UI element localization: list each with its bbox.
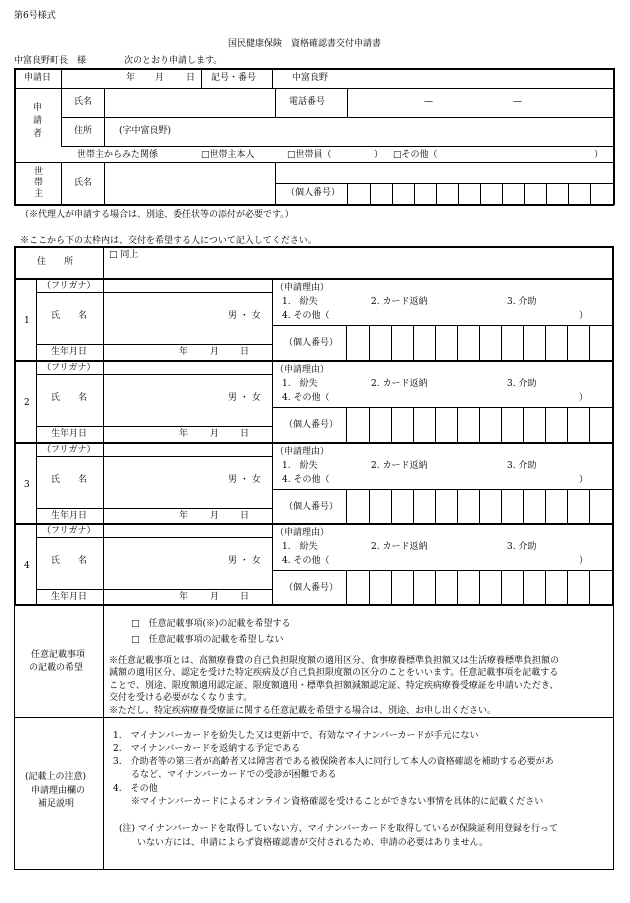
reason-assist-checkbox[interactable]: 3. 介助: [507, 461, 537, 471]
intro-text: 次のとおり申請します。: [124, 56, 223, 66]
reason-label: （申請理由）: [275, 447, 330, 457]
grid-line: [346, 489, 347, 525]
furigana-field[interactable]: [105, 526, 271, 536]
birth-label: 生年月日: [51, 511, 88, 521]
notes-item: 3. 介助者等の第三者が高齢者又は障害者である被保険者本人に同行して本人の資格確認を補助する必要があ: [113, 757, 554, 767]
reason-lost-checkbox[interactable]: 1. 紛失: [282, 461, 318, 471]
optional-note-line: ことで、別途、限度額適用認定証、限度額適用・標準負担額減額認定証、特定疾病療養受療証を申請いただき、: [109, 680, 559, 691]
birth-label: 生年月日: [51, 429, 88, 439]
furigana-field[interactable]: [105, 445, 271, 455]
personal-no-label: （個人番号）: [284, 502, 339, 512]
bold-frame-note: ※ここから下の太枠内は、交付を希望する人について記入してください。: [20, 236, 317, 246]
reason-other-checkbox[interactable]: 4. その他（: [282, 311, 330, 321]
birth-day: 日: [240, 429, 250, 439]
grid-line: [36, 344, 273, 345]
date-day: 日: [186, 73, 196, 83]
personal-no-field[interactable]: [348, 409, 612, 442]
reason-return-checkbox[interactable]: 2. カード返納: [371, 542, 428, 552]
personal-no-field[interactable]: [348, 327, 612, 360]
reason-other-checkbox[interactable]: 4. その他（: [282, 393, 330, 403]
notes-section-label-2: 申請理由欄の: [31, 786, 86, 796]
grid-line: [36, 292, 273, 293]
grid-line: [36, 589, 273, 590]
grid-line: [36, 456, 273, 457]
birth-year: 年: [179, 347, 189, 357]
date-label: 申請日: [24, 73, 52, 83]
person-name-label: 氏 名: [51, 393, 88, 403]
form-title: 国民健康保険 資格確認書交付申請書: [228, 39, 382, 49]
birth-month: 月: [210, 511, 220, 521]
householder-personal-no-label: （個人番号）: [286, 188, 341, 198]
notes-footnote-1: (注) マイナンバーカードを取得していない方、マイナンバーカードを取得しているが保険証利用登録を行って: [119, 824, 559, 834]
birth-month: 月: [210, 347, 220, 357]
reason-assist-checkbox[interactable]: 3. 介助: [507, 542, 537, 552]
optional-note-line: 交付を受ける必要がなくなります。: [109, 693, 253, 704]
grid-line: [272, 489, 614, 490]
reason-return-checkbox[interactable]: 2. カード返納: [371, 461, 428, 471]
reason-label: （申請理由）: [275, 283, 330, 293]
reason-lost-checkbox[interactable]: 1. 紛失: [282, 379, 318, 389]
code-label: 記号・番号: [211, 73, 257, 83]
reason-label: （申請理由）: [275, 528, 330, 538]
grid-line: [346, 325, 347, 361]
person-name-field[interactable]: [105, 294, 223, 342]
gender-select[interactable]: 男 ・ 女: [228, 556, 261, 566]
grid-line: [272, 570, 614, 571]
furigana-field[interactable]: [105, 281, 271, 291]
optional-section-label-2: の記載の希望: [29, 663, 84, 673]
person-number: 2: [24, 398, 30, 408]
birth-month: 月: [210, 592, 220, 602]
optional-note-line: 減額の適用区分、認定を受けた特定疾病及び自己負担限度額の区分のことをいいます。任意記載事項を記載する: [109, 668, 559, 679]
notes-item: るなど、マイナンバーカードでの受診が困難である: [113, 770, 337, 780]
relation-self-checkbox[interactable]: □世帯主本人: [201, 150, 255, 160]
address-same-checkbox[interactable]: □ 同上: [109, 250, 139, 260]
furigana-label: （フリガナ）: [42, 445, 96, 455]
personal-no-label: （個人番号）: [284, 583, 339, 593]
birth-day: 日: [240, 511, 250, 521]
person-number: 4: [24, 561, 30, 571]
grid-line: [272, 407, 614, 408]
birth-month: 月: [210, 429, 220, 439]
person-name-field[interactable]: [105, 458, 223, 506]
reason-other-close: ）: [579, 556, 589, 566]
relation-member-checkbox[interactable]: □世帯員（: [287, 150, 332, 160]
reason-assist-checkbox[interactable]: 3. 介助: [507, 379, 537, 389]
birth-label: 生年月日: [51, 347, 88, 357]
phone-separator-2: —: [513, 97, 522, 107]
relation-member-close: ）: [374, 150, 384, 160]
applicant-name-field[interactable]: [106, 90, 273, 116]
grid-line: [36, 537, 273, 538]
date-year: 年: [126, 73, 136, 83]
furigana-label: （フリガナ）: [42, 281, 96, 291]
person-name-label: 氏 名: [51, 311, 88, 321]
birth-day: 日: [240, 347, 250, 357]
reason-other-close: ）: [579, 393, 589, 403]
reason-label: （申請理由）: [275, 365, 330, 375]
reason-return-checkbox[interactable]: 2. カード返納: [371, 297, 428, 307]
optional-no-checkbox[interactable]: □ 任意記載事項の記載を希望しない: [131, 635, 284, 645]
notes-section-label-1: (記載上の注意): [25, 772, 87, 782]
notes-item: ※マイナンバーカードによるオンライン資格確認を受けることができない事情を具体的に記載ください: [113, 797, 544, 807]
applicant-address-label: 住所: [74, 126, 93, 136]
optional-note-line: ※任意記載事項とは、高額療養費の自己負担限度額の適用区分、食事療養標準負担額又は生活療養標準負担額の: [109, 656, 560, 666]
person-name-field[interactable]: [105, 376, 223, 424]
gender-select[interactable]: 男 ・ 女: [228, 311, 261, 321]
personal-no-field[interactable]: [348, 491, 612, 524]
personal-no-label: （個人番号）: [284, 338, 339, 348]
optional-note-line: ※ただし、特定疾病療養受療証に関する任意記載を希望する場合は、別途、お申し出ください。: [109, 705, 497, 716]
reason-other-checkbox[interactable]: 4. その他（: [282, 475, 330, 485]
form-number: 第6号様式: [14, 11, 56, 21]
birth-year: 年: [179, 592, 189, 602]
gender-select[interactable]: 男 ・ 女: [228, 393, 261, 403]
notes-section-label-3: 補足説明: [38, 799, 75, 809]
address-row-label: 住 所: [37, 257, 74, 267]
grid-line: [346, 570, 347, 606]
phone-separator-1: —: [424, 97, 433, 107]
reason-lost-checkbox[interactable]: 1. 紛失: [282, 542, 318, 552]
person-number: 1: [24, 316, 30, 326]
phone-field[interactable]: [349, 90, 611, 116]
birth-day: 日: [240, 592, 250, 602]
birth-year: 年: [179, 429, 189, 439]
person-name-label: 氏 名: [51, 475, 88, 485]
grid-line: [36, 426, 273, 427]
grid-line: [36, 374, 273, 375]
date-month: 月: [155, 73, 165, 83]
addressee: 中富良野町長 様: [14, 56, 87, 66]
furigana-label: （フリガナ）: [42, 526, 96, 536]
applicant-name-label: 氏名: [74, 97, 93, 107]
notes-footnote-2: いない方には、申請によらず資格確認書が交付されるため、申請の必要はありません。: [119, 838, 489, 848]
reason-lost-checkbox[interactable]: 1. 紛失: [282, 297, 318, 307]
gender-select[interactable]: 男 ・ 女: [228, 475, 261, 485]
applicant-address-value[interactable]: (字中富良野): [119, 126, 172, 136]
relation-other-checkbox[interactable]: □その他（: [393, 150, 438, 160]
householder-name-field[interactable]: [106, 164, 273, 203]
relation-other-close: ）: [594, 150, 604, 160]
householder-section-label: 世帯主: [32, 166, 42, 199]
relation-label: 世帯主からみた関係: [77, 150, 159, 160]
furigana-field[interactable]: [105, 363, 271, 373]
proxy-note: （※代理人が申請する場合は、別途、委任状等の添付が必要です。）: [20, 210, 294, 220]
person-number: 3: [24, 480, 30, 490]
optional-yes-checkbox[interactable]: □ 任意記載事項(※)の記載を希望する: [131, 619, 291, 629]
reason-return-checkbox[interactable]: 2. カード返納: [371, 379, 428, 389]
optional-section-label-1: 任意記載事項: [31, 650, 86, 660]
code-value: 中富良野: [292, 73, 329, 83]
reason-other-close: ）: [579, 311, 589, 321]
reason-other-checkbox[interactable]: 4. その他（: [282, 556, 330, 566]
grid-line: [346, 407, 347, 443]
birth-label: 生年月日: [51, 592, 88, 602]
reason-assist-checkbox[interactable]: 3. 介助: [507, 297, 537, 307]
person-name-label: 氏 名: [51, 556, 88, 566]
phone-label: 電話番号: [289, 97, 326, 107]
reason-other-close: ）: [579, 475, 589, 485]
householder-name-label: 氏名: [74, 178, 93, 188]
personal-no-label: （個人番号）: [284, 420, 339, 430]
applicant-section-label: 申請者: [31, 102, 41, 141]
personal-no-field[interactable]: [348, 572, 612, 605]
person-name-field[interactable]: [105, 539, 223, 587]
notes-item: 2. マイナンバーカードを返納する予定である: [113, 744, 301, 754]
birth-year: 年: [179, 511, 189, 521]
furigana-label: （フリガナ）: [42, 363, 96, 373]
notes-item: 4. その他: [113, 784, 158, 794]
grid-line: [272, 325, 614, 326]
notes-item: 1. マイナンバーカードを紛失した又は更新中で、有効なマイナンバーカードが手元にない: [113, 731, 479, 741]
grid-line: [36, 508, 273, 509]
